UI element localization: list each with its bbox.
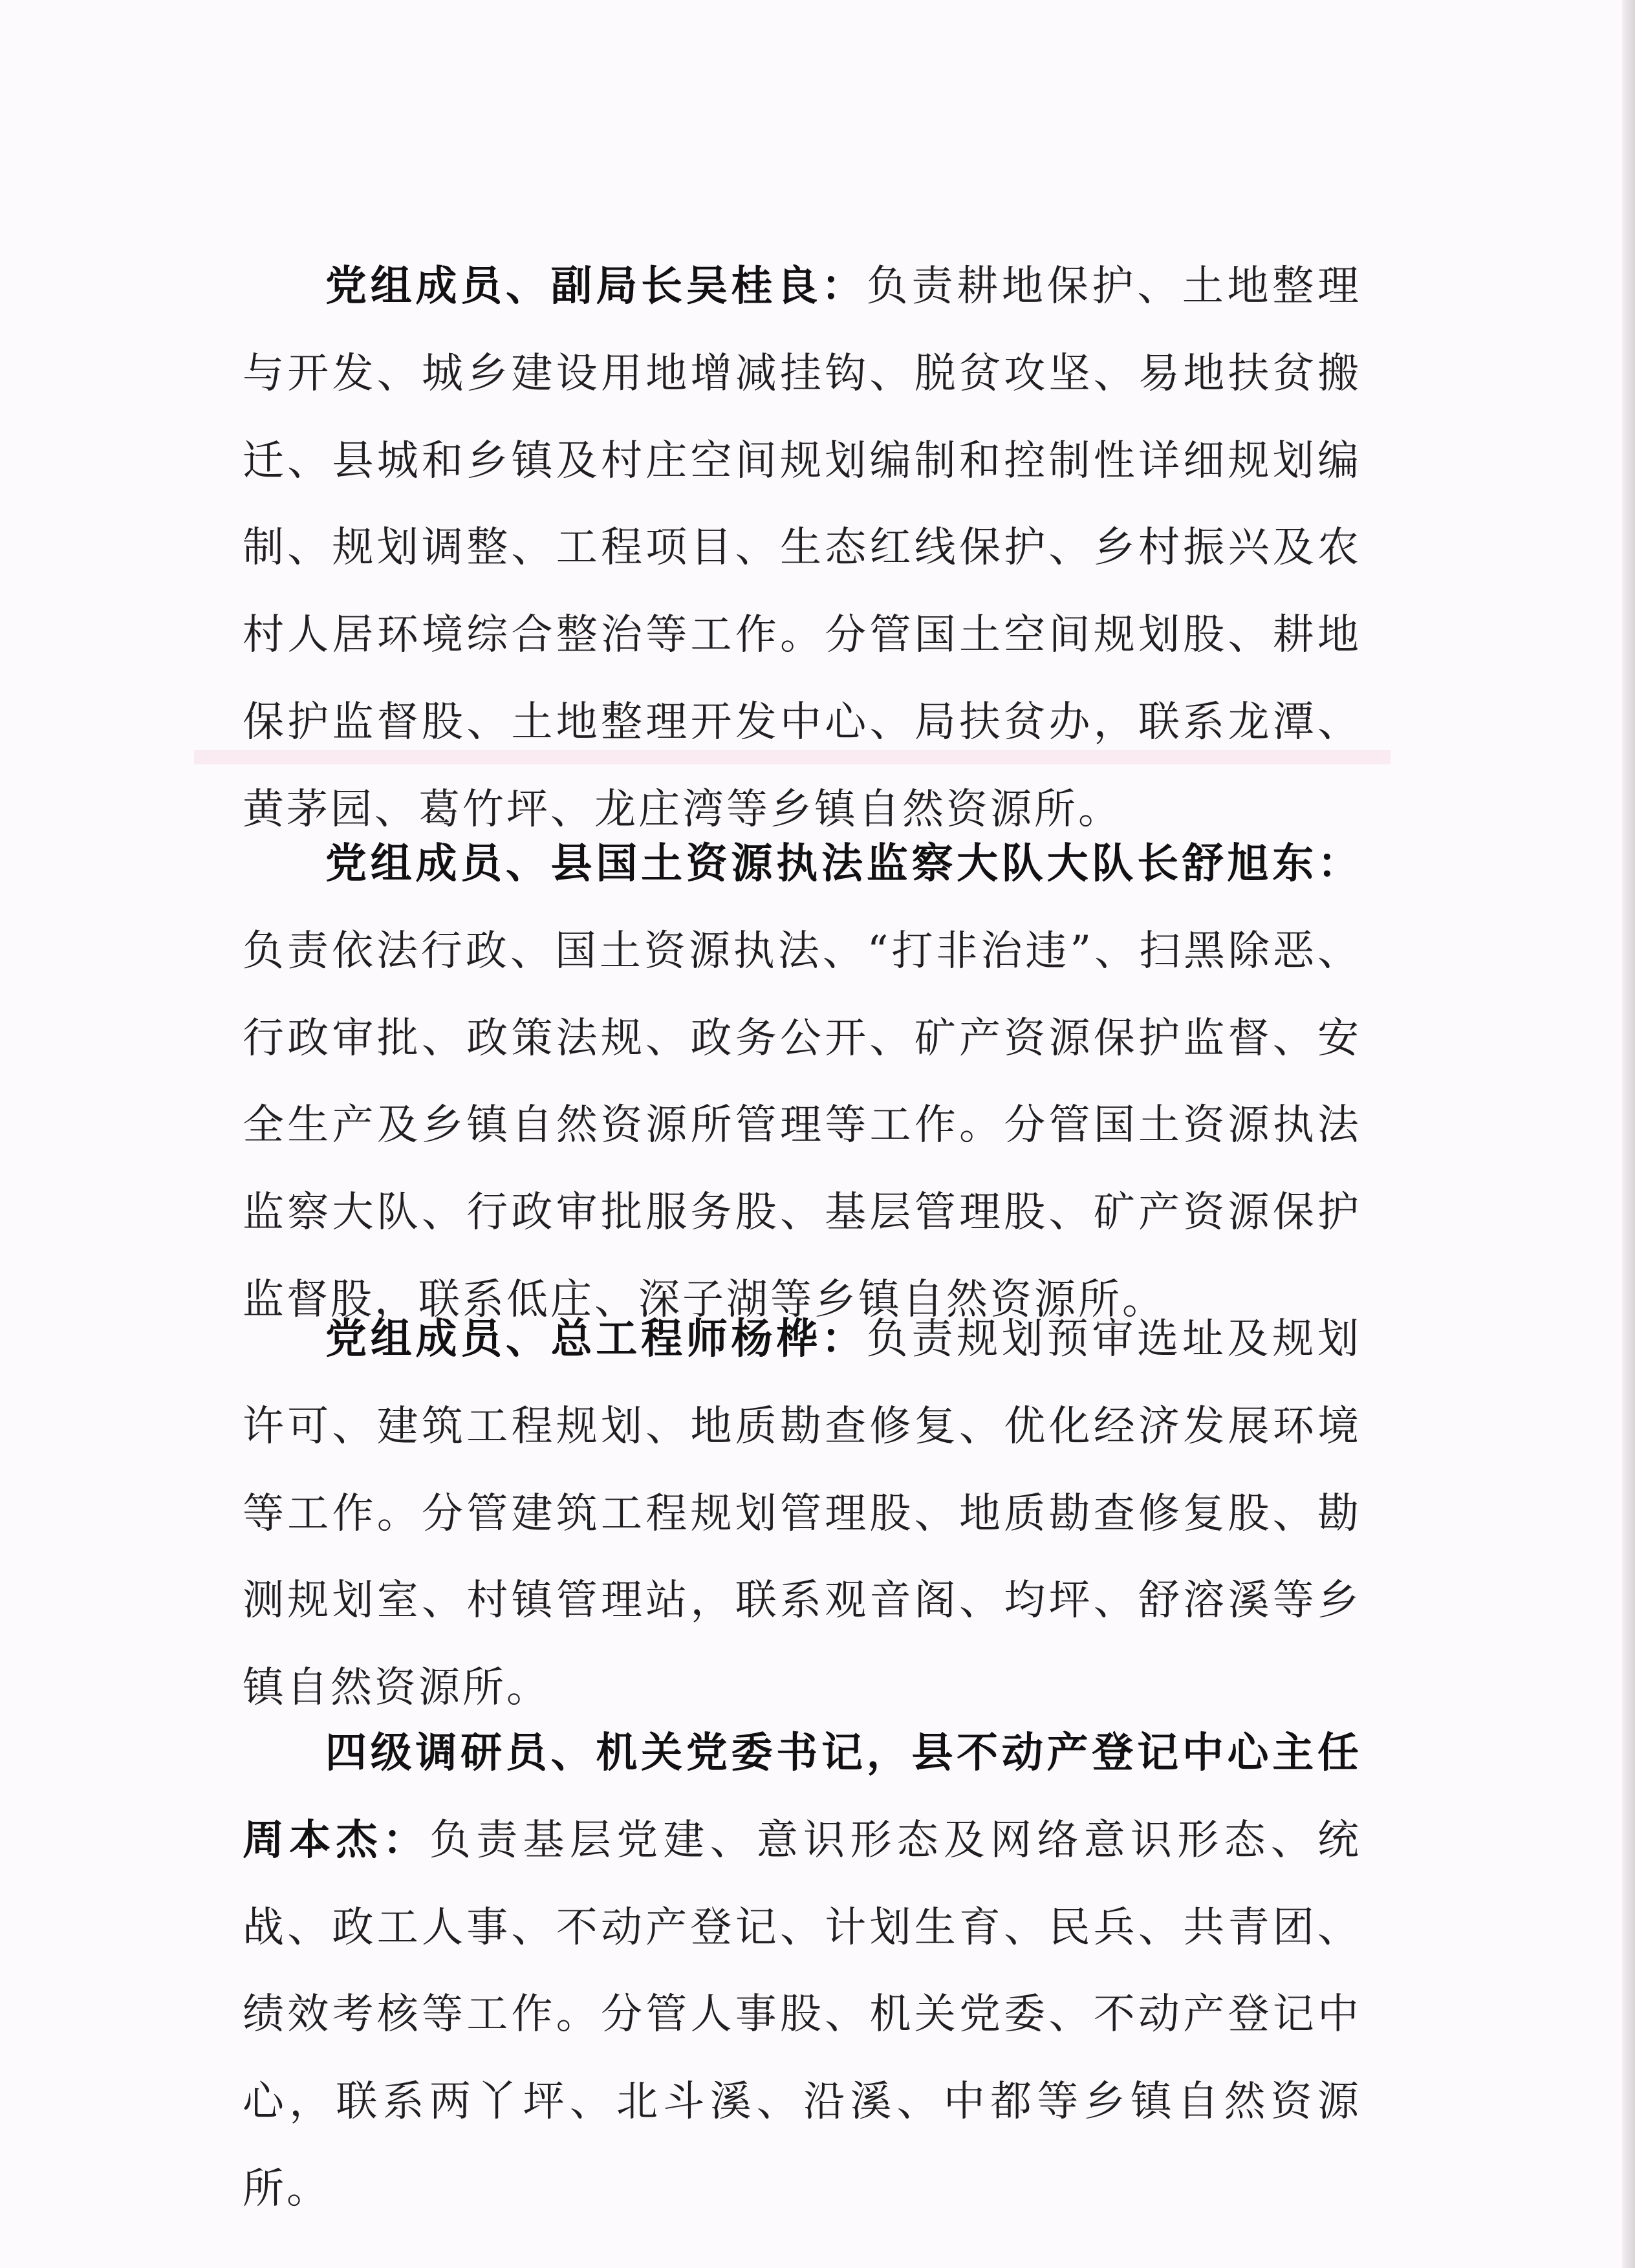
paragraph-lead: 党组成员、副局长吴桂良： <box>325 262 867 310</box>
paragraph-lead: 四级调研员、机关党委书记，县不动产登记中心主任周本杰： <box>243 1729 1361 1864</box>
duty-paragraph-shu-xudong <box>243 821 1361 1344</box>
duty-paragraph-wu-guiliang <box>243 243 1361 854</box>
page-edge-shadow <box>1622 0 1635 2268</box>
paragraph-body: 负责基层党建、意识形态及网络意识形态、统战、政工人事、不动产登记、计划生育、民兵、共青团、绩效考核等工作。分管人事股、机关党委、不动产登记中心，联系两丫坪、北斗溪、沿溪、中都等乡镇自然资源所。 <box>243 1816 1362 2213</box>
duty-paragraph-zhou-benjie <box>243 1710 1361 2233</box>
paragraph-body: 负责耕地保护、土地整理与开发、城乡建设用地增减挂钩、脱贫攻坚、易地扶贫搬迁、县城和乡镇及村庄空间规划编制和控制性详细规划编制、规划调整、工程项目、生态红线保护、乡村振兴及农村人居环境综合整治等工作。分管国土空间规划股、耕地保护监督股、土地整理开发中心、局扶贫办，联系龙潭、黄茅园、葛竹坪、龙庄湾等乡镇自然资源所。 <box>243 263 1362 834</box>
paragraph-lead: 党组成员、总工程师杨桦： <box>325 1315 867 1363</box>
paragraph-body: 负责依法行政、国土资源执法、“打非治违”、扫黑除恶、行政审批、政策法规、政务公开、矿产资源保护监督、安全生产及乡镇自然资源所管理等工作。分管国土资源执法监察大队、行政审批服务股、基层管理股、矿产资源保护监督股，联系低庄、深子湖等乡镇自然资源所。 <box>243 927 1361 1324</box>
duty-paragraph-yang-hua <box>243 1296 1361 1732</box>
paragraph-body: 负责规划预审选址及规划许可、建筑工程规划、地质勘查修复、优化经济发展环境等工作。分管建筑工程规划管理股、地质勘查修复股、勘测规划室、村镇管理站，联系观音阁、均坪、舒溶溪等乡镇自然资源所。 <box>243 1315 1362 1712</box>
paragraph-lead: 党组成员、县国土资源执法监察大队大队长舒旭东： <box>325 839 1361 888</box>
